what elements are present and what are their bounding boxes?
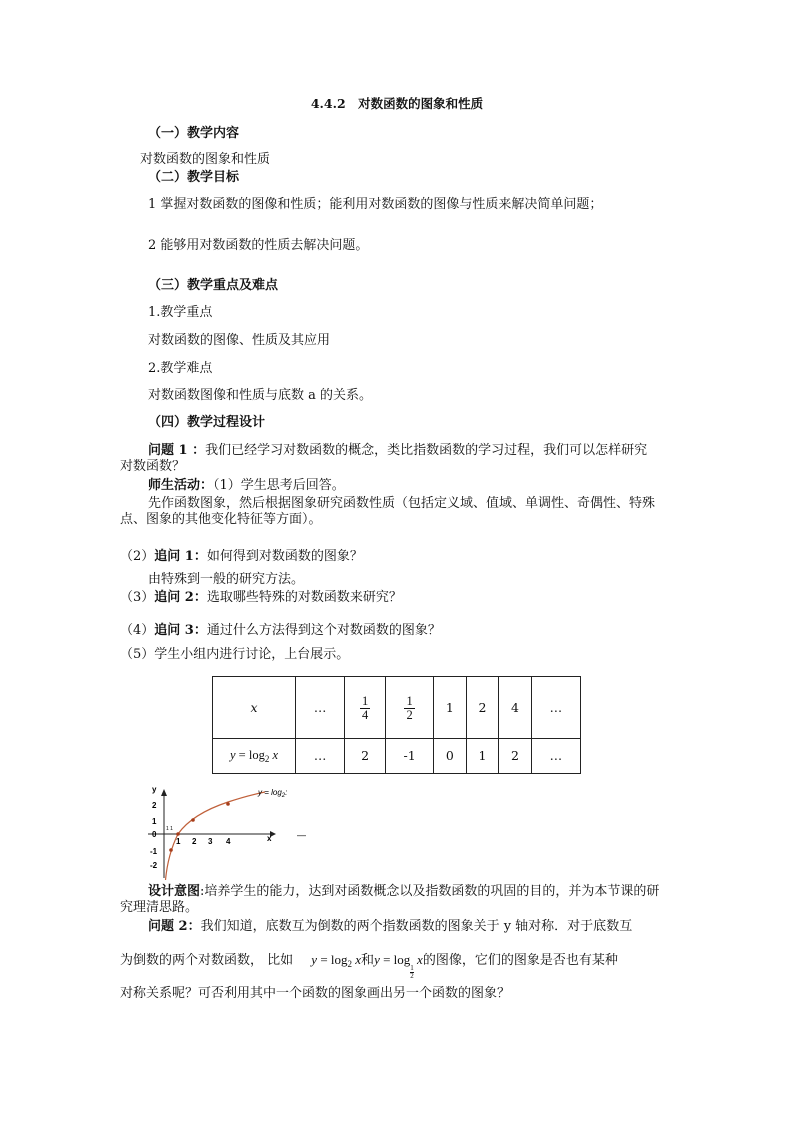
y-tick: -1 xyxy=(150,847,158,856)
table-cell: 1 xyxy=(434,677,467,739)
curve-point xyxy=(169,848,173,852)
activity-paragraph: 先作函数图象，然后根据图象研究函数性质（包括定义域、值域、单调性、奇偶性、特殊点、图象的其他变化特征等方面）。 xyxy=(120,496,656,527)
question-2-line-2 xyxy=(120,952,618,980)
question-1 xyxy=(120,443,660,475)
question-1-label: 问题 1 ： xyxy=(148,443,206,458)
section-heading-keypoints: （三）教学重点及难点 xyxy=(148,278,279,293)
table-cell: -1 xyxy=(386,738,434,773)
key-point-label: 1.教学重点 xyxy=(148,305,213,320)
y-axis-arrow-icon xyxy=(161,789,167,796)
question-2-text-c: 的图像，它们的图象是否也有某种 xyxy=(422,953,618,968)
curve-label: $y = \log_2$: xyxy=(258,788,288,799)
question-2-text-b: 和 xyxy=(361,953,375,968)
follow-up-1-prefix: （2） xyxy=(120,549,155,564)
question-1-text: 我们已经学习对数函数的概念，类比指数函数的学习过程，我们可以怎样研究对数函数？ xyxy=(120,443,648,474)
section-heading-content: （一）教学内容 xyxy=(148,126,240,141)
fraction-quarter: $\frac{1}{4}$ xyxy=(361,693,369,722)
difficulty-body: 对数函数图像和性质与底数 a 的关系。 xyxy=(148,388,373,403)
curve-point xyxy=(176,832,180,836)
y-tick: 1 xyxy=(152,817,157,826)
value-table xyxy=(212,676,581,774)
curve-point xyxy=(191,818,195,822)
goal-item-1: 1 掌握对数函数的图像和性质；能利用对数函数的图像与性质来解决简单问题； xyxy=(148,197,603,212)
design-intent xyxy=(120,884,660,916)
key-point-body: 对数函数的图像、性质及其应用 xyxy=(148,333,331,348)
origin-note: 1 1 xyxy=(166,826,173,832)
follow-up-1-answer: 由特殊到一般的研究方法。 xyxy=(148,572,305,587)
log-graph xyxy=(140,782,320,882)
y-tick: -2 xyxy=(150,861,158,870)
table-cell: 2 xyxy=(499,738,532,773)
follow-up-3-label: 追问 3： xyxy=(154,623,207,638)
follow-up-1-text: 如何得到对数函数的图象？ xyxy=(206,549,363,564)
table-header-y: $y = \log_2 x$ xyxy=(213,738,296,773)
table-cell: … xyxy=(531,738,580,773)
goal-item-2: 2 能够用对数函数的性质去解决问题。 xyxy=(148,238,369,253)
curve-point xyxy=(226,802,230,806)
x-tick: 2 xyxy=(192,837,197,846)
table-row-y xyxy=(213,738,581,773)
x-tick: 4 xyxy=(226,837,231,846)
table-cell: … xyxy=(531,677,580,739)
table-cell: 2 xyxy=(345,738,386,773)
follow-up-1-label: 追问 1： xyxy=(154,549,207,564)
design-intent-label: 设计意图 xyxy=(148,884,201,899)
formula-log-half: y = log $\frac{1}{2}$ x xyxy=(374,952,423,980)
table-row-x xyxy=(213,677,581,739)
x-axis-label: x xyxy=(267,834,272,843)
page-title: 4.4.2 对数函数的图象和性质 xyxy=(310,96,484,111)
follow-up-3-text: 通过什么方法得到这个对数函数的图象？ xyxy=(206,623,441,638)
question-2-text-a: 为倒数的两个对数函数， 比如 xyxy=(120,953,294,968)
x-tick: 1 xyxy=(176,837,181,846)
activity-text: （1）学生思考后回答。 xyxy=(213,478,345,493)
question-2-text: 我们知道，底数互为倒数的两个指数函数的图象关于 y 轴对称．对于底数互 xyxy=(200,919,633,934)
table-cell: … xyxy=(296,677,345,739)
table-cell: 0 xyxy=(434,738,467,773)
x-tick: 3 xyxy=(208,837,213,846)
table-cell: 4 xyxy=(499,677,532,739)
log-curve xyxy=(166,792,266,880)
y-tick: 0 xyxy=(152,830,157,839)
follow-up-2-label: 追问 2： xyxy=(154,590,207,605)
follow-up-2-prefix: （3） xyxy=(120,590,155,605)
y-axis-label: y xyxy=(152,785,157,794)
difficulty-label: 2.教学难点 xyxy=(148,361,213,376)
follow-up-4: （5）学生小组内进行讨论，上台展示。 xyxy=(120,647,350,662)
activity-label: 师生活动： xyxy=(148,478,214,493)
table-cell: 2 xyxy=(466,677,499,739)
follow-up-2-text: 选取哪些特殊的对数函数来研究？ xyxy=(206,590,402,605)
design-intent-text: 培养学生的能力，达到对函数概念以及指数函数的巩固的目的，并为本节课的研究理清思路。 xyxy=(120,884,660,915)
section-heading-process: （四）教学过程设计 xyxy=(148,415,266,430)
follow-up-2 xyxy=(120,590,402,606)
design-intent-colon: : xyxy=(200,884,205,899)
section-heading-goals: （二）教学目标 xyxy=(148,170,240,185)
question-2-label: 问题 2： xyxy=(148,919,201,934)
table-cell xyxy=(345,677,386,739)
table-header-x: x xyxy=(213,677,296,739)
follow-up-1 xyxy=(120,549,363,565)
y-tick: 2 xyxy=(152,801,157,810)
table-cell: … xyxy=(296,738,345,773)
question-2-line-1 xyxy=(148,919,632,935)
question-2-line-3: 对称关系呢？可否利用其中一个函数的图象画出另一个函数的图象？ xyxy=(120,986,511,1001)
follow-up-3-prefix: （4） xyxy=(120,623,155,638)
dash-mark: — xyxy=(297,830,306,840)
section-body-content: 对数函数的图象和性质 xyxy=(140,152,271,167)
table-cell: 1 xyxy=(466,738,499,773)
formula-log2: $y = \log_2 x$ xyxy=(311,952,362,969)
activity-line xyxy=(148,478,345,494)
follow-up-3 xyxy=(120,623,441,639)
fraction-half: $\frac{1}{2}$ xyxy=(406,693,413,722)
table-cell xyxy=(386,677,434,739)
